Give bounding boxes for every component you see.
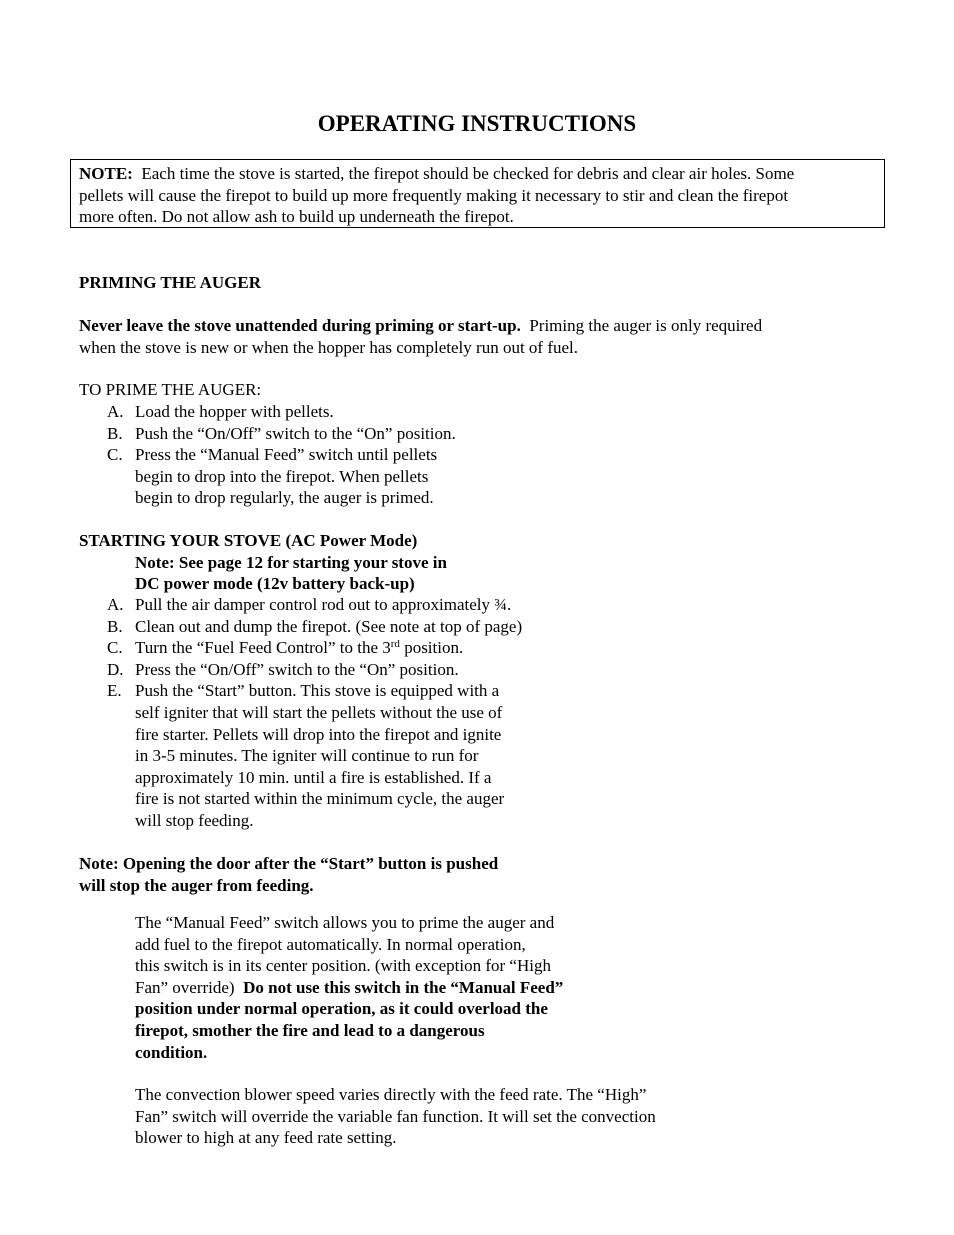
list-marker: A. — [107, 402, 124, 421]
list-text-line: begin to drop into the firepot. When pellets — [135, 466, 429, 486]
list-text-line: will stop feeding. — [135, 810, 254, 830]
list-text-line: in 3-5 minutes. The igniter will continue to run for — [135, 746, 479, 766]
list-item — [107, 444, 456, 509]
paragraph-line: this switch is in its center position. (with exception for “High — [135, 956, 551, 976]
paragraph-line-bold: position under normal operation, as it could overload the — [135, 999, 548, 1019]
list-text — [135, 637, 463, 659]
door-note-line1: Note: Opening the door after the “Start” button is pushed — [79, 854, 499, 873]
note-line: more often. Do not allow ash to build up underneath the firepot. — [79, 207, 514, 227]
paragraph-plain: Fan” override) — [135, 977, 235, 997]
list-text-line: begin to drop regularly, the auger is primed. — [135, 488, 434, 508]
door-note-line2: will stop the auger from feeding. — [79, 876, 314, 895]
list-item — [107, 680, 522, 831]
note-box — [70, 159, 885, 228]
list-text-line: fire starter. Pellets will drop into the firepot and ignite — [135, 724, 502, 744]
page-title: OPERATING INSTRUCTIONS — [317, 111, 637, 136]
priming-heading: PRIMING THE AUGER — [79, 273, 261, 292]
note-line: pellets will cause the firepot to build up more frequently making it necessary to stir and clean the firepot — [79, 185, 789, 205]
priming-subheading: TO PRIME THE AUGER: — [79, 380, 262, 399]
paragraph-line: The convection blower speed varies directly with the feed rate. The “High” — [135, 1085, 647, 1104]
list-text: Load the hopper with pellets. — [135, 402, 334, 421]
starting-note-line2: DC power mode (12v battery back-up) — [135, 574, 415, 593]
paragraph-line: add fuel to the firepot automatically. In normal operation, — [135, 934, 526, 954]
list-text — [135, 444, 437, 509]
priming-warning-line2: when the stove is new or when the hopper has completely run out of fuel. — [79, 338, 579, 357]
ordinal-suffix: rd — [390, 638, 400, 651]
manual-feed-paragraph — [135, 912, 563, 1063]
paragraph-line — [135, 977, 563, 999]
starting-steps — [107, 594, 522, 832]
note-text: Each time the stove is started, the firepot should be checked for debris and clear air holes. Some — [141, 164, 795, 183]
list-text-line: self igniter that will start the pellets without the use of — [135, 702, 503, 722]
list-text-post: position. — [399, 638, 464, 658]
list-item — [107, 637, 522, 659]
list-text-pre: Turn the “Fuel Feed Control” to the 3 — [135, 638, 391, 658]
starting-note-line1: Note: See page 12 for starting your stove in — [135, 553, 447, 572]
paragraph-line: Fan” switch will override the variable fan function. It will set the convection — [135, 1106, 656, 1126]
list-marker: E. — [107, 681, 122, 701]
convection-paragraph — [135, 1084, 656, 1149]
list-text: Push the “On/Off” switch to the “On” position. — [135, 423, 456, 443]
priming-warning-rest: Priming the auger is only required — [529, 316, 763, 335]
list-item — [107, 423, 456, 445]
paragraph-line: blower to high at any feed rate setting. — [135, 1128, 397, 1148]
paragraph-line-bold: firepot, smother the fire and lead to a dangerous — [135, 1020, 485, 1040]
note-label: NOTE: — [79, 164, 133, 183]
list-item — [107, 401, 456, 423]
list-text — [135, 680, 504, 831]
list-item — [107, 659, 522, 681]
list-marker: C. — [107, 445, 123, 465]
paragraph-bold: Do not use this switch in the “Manual Feed” — [243, 977, 564, 997]
list-text-line: approximately 10 min. until a fire is established. If a — [135, 767, 492, 787]
list-marker: A. — [107, 595, 124, 614]
list-marker: B. — [107, 616, 123, 636]
list-text: Pull the air damper control rod out to approximately ¾. — [135, 595, 512, 614]
list-marker: D. — [107, 659, 124, 679]
paragraph-line: The “Manual Feed” switch allows you to prime the auger and — [135, 913, 555, 932]
list-text-line: Press the “Manual Feed” switch until pellets — [135, 445, 438, 465]
list-item — [107, 594, 522, 616]
priming-warning-bold: Never leave the stove unattended during priming or start-up. — [79, 316, 521, 335]
list-text: Press the “On/Off” switch to the “On” position. — [135, 659, 459, 679]
note-line — [79, 163, 876, 185]
starting-heading: STARTING YOUR STOVE (AC Power Mode) — [79, 531, 418, 550]
list-item — [107, 616, 522, 638]
list-marker: C. — [107, 638, 123, 658]
priming-warning — [79, 315, 762, 337]
list-marker: B. — [107, 423, 123, 443]
list-text-line: Push the “Start” button. This stove is equipped with a — [135, 681, 500, 701]
priming-steps — [107, 401, 456, 509]
list-text: Clean out and dump the firepot. (See note at top of page) — [135, 616, 523, 636]
list-text-line: fire is not started within the minimum cycle, the auger — [135, 789, 505, 809]
paragraph-line-bold: condition. — [135, 1042, 208, 1062]
